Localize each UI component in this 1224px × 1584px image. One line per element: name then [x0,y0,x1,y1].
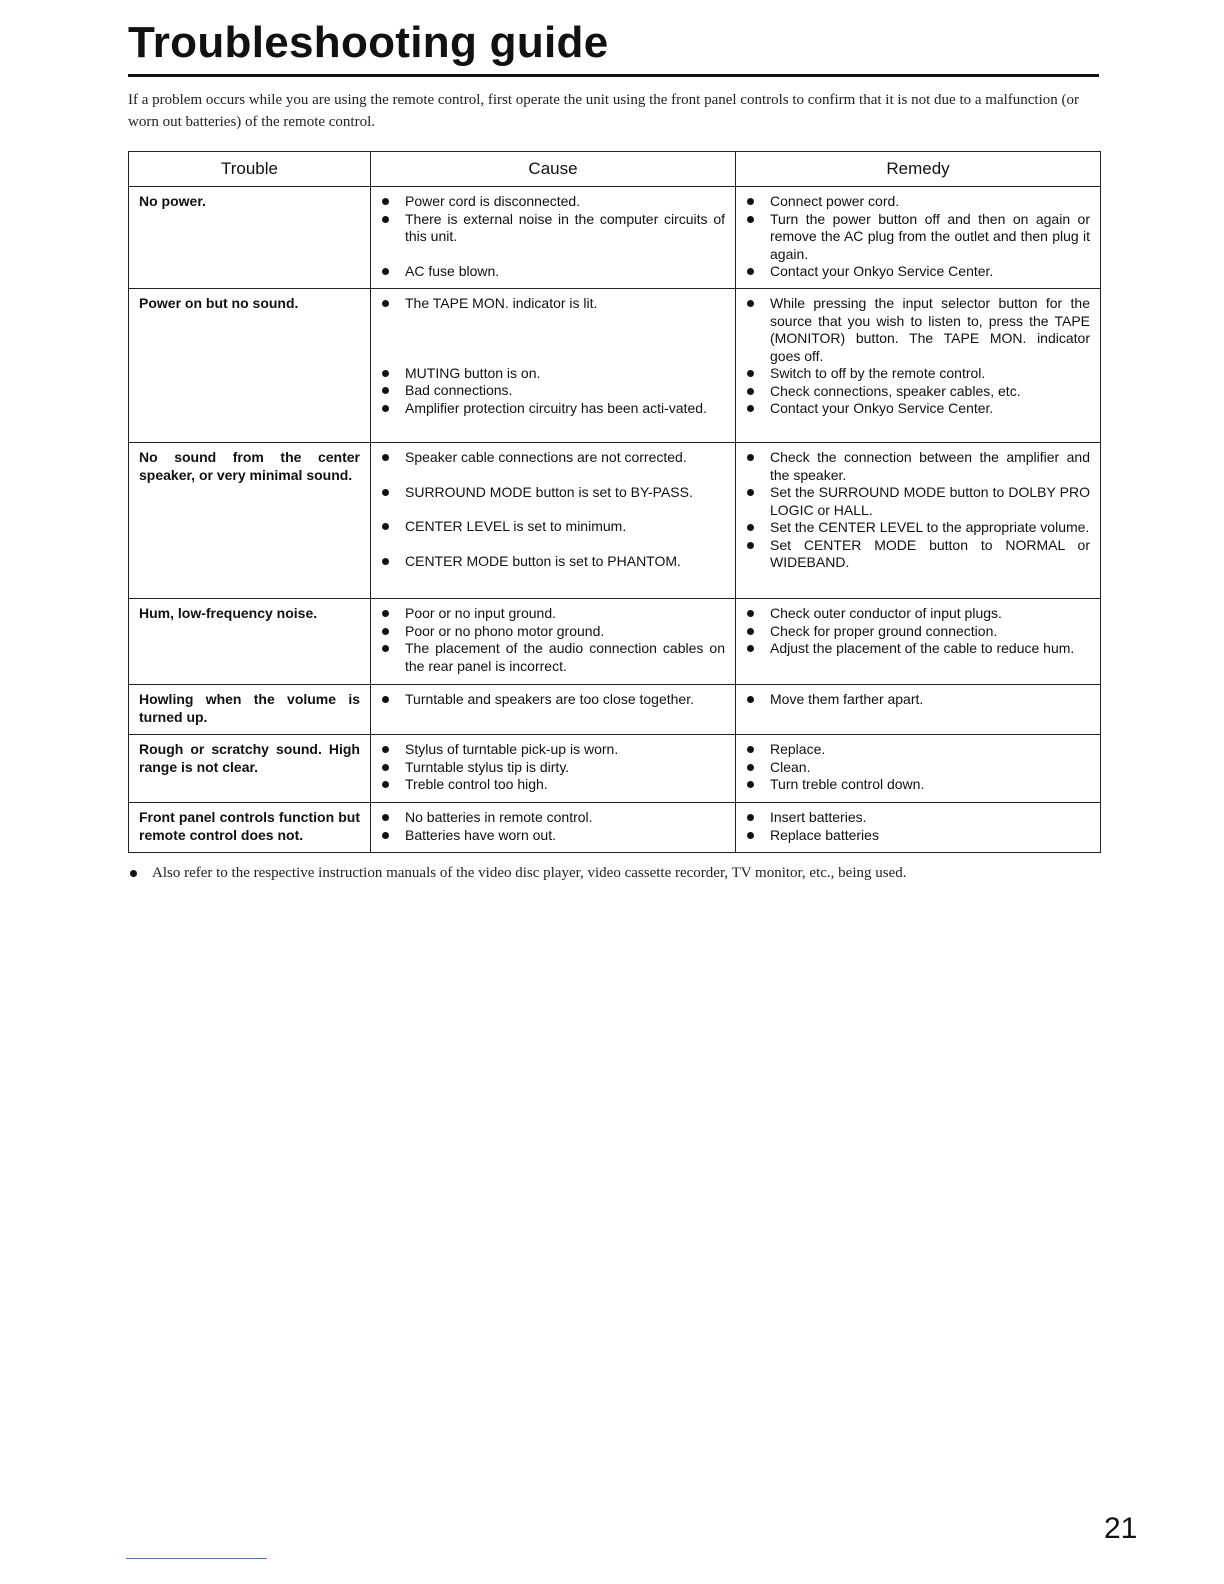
remedy-item: Turn the power button off and then on again or remove the AC plug from the outlet and then plug it again. [746,211,1090,264]
remedy-cell [736,803,1101,853]
cause-item: Treble control too high. [381,776,725,794]
remedy-cell [736,289,1101,443]
remedy-cell [736,187,1101,289]
trouble-cell: Power on but no sound. [129,289,371,443]
footnote: Also refer to the respective instruction manuals of the video disc player, video cassette recorder, TV monitor, etc., being used. [128,862,1112,884]
header-cause: Cause [371,152,736,187]
trouble-cell: Rough or scratchy sound. High range is not clear. [129,735,371,803]
cause-item: There is external noise in the computer circuits of this unit. [381,211,725,246]
cause-cell [371,735,736,803]
cause-item: CENTER MODE button is set to PHANTOM. [381,553,725,571]
remedy-item: Set CENTER MODE button to NORMAL or WIDEBAND. [746,537,1090,572]
remedy-item: While pressing the input selector button for the source that you wish to listen to, press the TAPE (MONITOR) button. The TAPE MON. indicator goes off. [746,295,1090,365]
remedy-cell [736,735,1101,803]
cause-item: Speaker cable connections are not corrected. [381,449,725,467]
table-row [129,289,1101,443]
cause-item: SURROUND MODE button is set to BY-PASS. [381,484,725,502]
table-header-row [129,152,1101,187]
cause-item: Stylus of turntable pick-up is worn. [381,741,725,759]
table-row [129,735,1101,803]
troubleshooting-table [128,151,1101,853]
cause-item: Amplifier protection circuitry has been acti-vated. [381,400,725,418]
table-row [129,685,1101,735]
cause-item: MUTING button is on. [381,365,725,383]
footer-line [126,1558,267,1559]
cause-cell [371,443,736,599]
title-underline [128,74,1099,77]
remedy-item: Move them farther apart. [746,691,1090,709]
cause-cell [371,685,736,735]
cause-cell [371,289,736,443]
remedy-cell [736,443,1101,599]
cause-cell [371,187,736,289]
cause-item: Power cord is disconnected. [381,193,725,211]
cause-cell [371,599,736,685]
remedy-item: Check the connection between the amplifier and the speaker. [746,449,1090,484]
cause-item: Poor or no input ground. [381,605,725,623]
remedy-cell [736,599,1101,685]
page-number: 21 [1104,1512,1138,1545]
remedy-item: Insert batteries. [746,809,1090,827]
remedy-item: Replace. [746,741,1090,759]
remedy-item: Check outer conductor of input plugs. [746,605,1090,623]
cause-item: The placement of the audio connection cables on the rear panel is incorrect. [381,640,725,675]
intro-paragraph: If a problem occurs while you are using the remote control, first operate the unit using the front panel controls to confirm that it is not due to a malfunction (or worn out batteries) of the remote control. [128,92,1079,130]
remedy-item: Check for proper ground connection. [746,623,1090,641]
remedy-item: Switch to off by the remote control. [746,365,1090,383]
trouble-cell: Howling when the volume is turned up. [129,685,371,735]
table-row [129,187,1101,289]
cause-item: Turntable stylus tip is dirty. [381,759,725,777]
remedy-item: Contact your Onkyo Service Center. [746,400,1090,418]
cause-item: Turntable and speakers are too close together. [381,691,725,709]
remedy-item: Clean. [746,759,1090,777]
remedy-item: Set the SURROUND MODE button to DOLBY PRO LOGIC or HALL. [746,484,1090,519]
cause-item: CENTER LEVEL is set to minimum. [381,518,725,536]
remedy-item: Adjust the placement of the cable to reduce hum. [746,640,1090,658]
table-row [129,803,1101,853]
cause-item: Batteries have worn out. [381,827,725,845]
cause-item: No batteries in remote control. [381,809,725,827]
cause-item: Bad connections. [381,382,725,400]
remedy-item: Check connections, speaker cables, etc. [746,383,1090,401]
cause-cell [371,803,736,853]
trouble-cell: Hum, low-frequency noise. [129,599,371,685]
trouble-cell: No sound from the center speaker, or very minimal sound. [129,443,371,599]
remedy-item: Turn treble control down. [746,776,1090,794]
trouble-cell: No power. [129,187,371,289]
cause-item: The TAPE MON. indicator is lit. [381,295,725,313]
remedy-item: Set the CENTER LEVEL to the appropriate volume. [746,519,1090,537]
cause-item: AC fuse blown. [381,263,725,281]
header-trouble: Trouble [129,152,371,187]
cause-item: Poor or no phono motor ground. [381,623,725,641]
remedy-item: Connect power cord. [746,193,1090,211]
table-row [129,443,1101,599]
remedy-item: Contact your Onkyo Service Center. [746,263,1090,281]
trouble-cell: Front panel controls function but remote control does not. [129,803,371,853]
table-row [129,599,1101,685]
remedy-cell [736,685,1101,735]
header-remedy: Remedy [736,152,1101,187]
page-title: Troubleshooting guide [128,18,609,67]
remedy-item: Replace batteries [746,827,1090,845]
